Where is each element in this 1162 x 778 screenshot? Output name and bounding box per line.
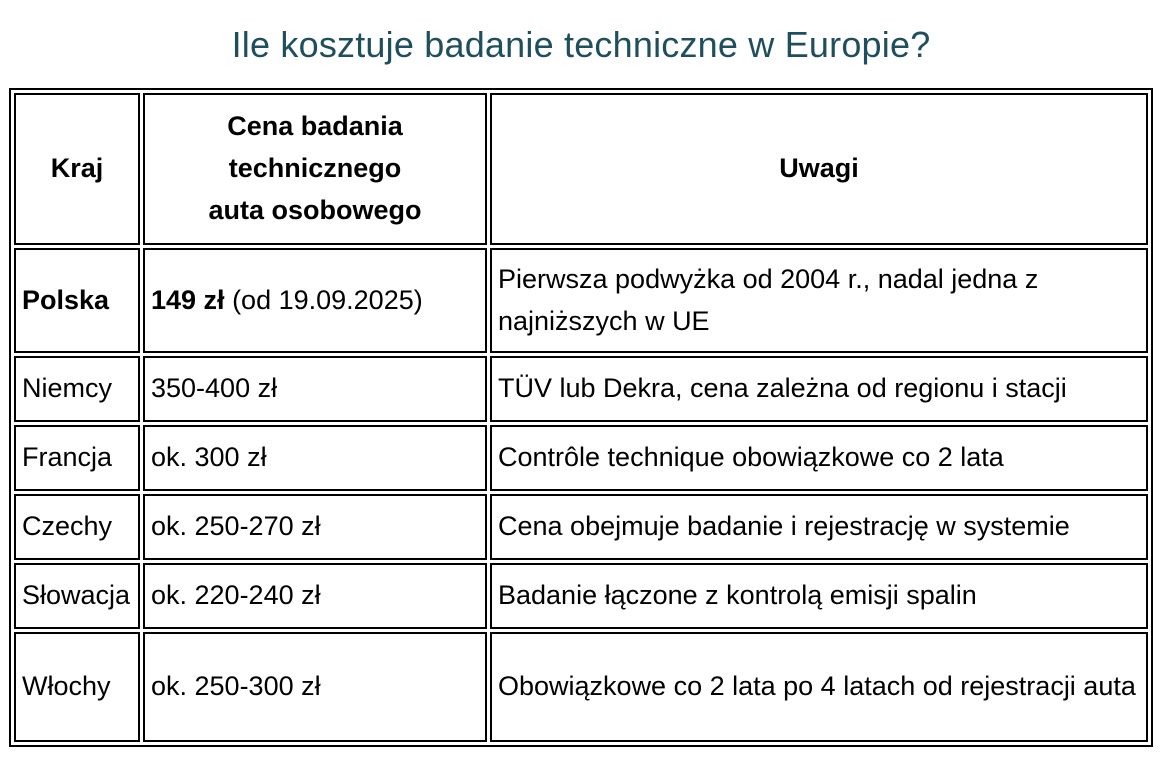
table-row (14, 632, 1148, 742)
price-cell (143, 494, 487, 560)
table-row (14, 563, 1148, 629)
price-cell (143, 632, 487, 742)
header-uwagi: Uwagi (490, 93, 1148, 245)
price-regular-text: ok. 250-300 zł (151, 671, 321, 702)
notes-cell: Pierwsza podwyżka od 2004 r., nadal jedna z najniższych w UE (490, 248, 1148, 353)
country-cell: Włochy (14, 632, 140, 742)
page-title: Ile kosztuje badanie techniczne w Europie? (231, 24, 931, 65)
notes-cell: Obowiązkowe co 2 lata po 4 latach od rejestracji auta (490, 632, 1148, 742)
table-row (14, 248, 1148, 353)
notes-cell: Badanie łączone z kontrolą emisji spalin (490, 563, 1148, 629)
country-cell: Słowacja (14, 563, 140, 629)
price-cell (143, 425, 487, 491)
header-cena-line2: technicznego (228, 153, 402, 184)
header-cena-line1: Cena badania (227, 111, 403, 142)
header-cena-line3: auta osobowego (208, 194, 422, 225)
country-cell: Niemcy (14, 356, 140, 422)
table-header-row (14, 93, 1148, 245)
country-cell: Czechy (14, 494, 140, 560)
notes-cell: TÜV lub Dekra, cena zależna od regionu i stacji (490, 356, 1148, 422)
price-regular-text: ok. 300 zł (151, 442, 267, 473)
country-cell: Francja (14, 425, 140, 491)
country-cell: Polska (14, 248, 140, 353)
price-cell (143, 563, 487, 629)
price-regular-text: (od 19.09.2025) (224, 284, 423, 315)
notes-cell: Contrôle technique obowiązkowe co 2 lata (490, 425, 1148, 491)
price-regular-text: ok. 250-270 zł (151, 511, 321, 542)
table-row (14, 425, 1148, 491)
header-kraj: Kraj (14, 93, 140, 245)
notes-cell: Cena obejmuje badanie i rejestrację w systemie (490, 494, 1148, 560)
price-cell (143, 356, 487, 422)
table-row (14, 356, 1148, 422)
price-bold-text: 149 zł (151, 284, 225, 315)
price-regular-text: ok. 220-240 zł (151, 580, 321, 611)
inspection-cost-table (9, 88, 1153, 747)
price-regular-text: 350-400 zł (151, 373, 278, 404)
header-cena (143, 93, 487, 245)
price-cell (143, 248, 487, 353)
table-row (14, 494, 1148, 560)
